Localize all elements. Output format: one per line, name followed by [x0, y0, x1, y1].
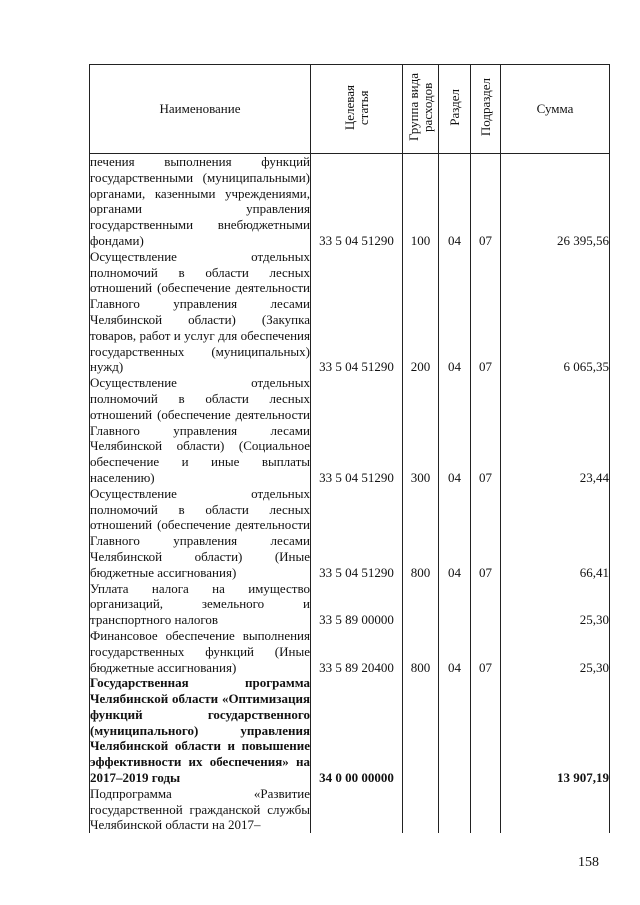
cell-name: Осуществление отдельных полномочий в области лесных отношений (обеспечение деятельности Главного управления лесами Челябинской области) (Закупка товаров, работ и услуг для обеспечения государственных (муниципальных) нужд)	[90, 248, 310, 375]
header-target-article-label: Целевая статья	[341, 84, 371, 130]
cell-sum: 25,30	[501, 628, 610, 675]
cell-subsection: 07	[471, 249, 501, 375]
cell-name: Осуществление отдельных полномочий в области лесных отношений (обеспечение деятельности Главного управления лесами Челябинской области) (Социальное обеспечение и иные выплаты населению)	[90, 375, 310, 485]
cell-subsection	[471, 675, 501, 786]
cell-target-article: 33 5 04 51290	[311, 486, 403, 581]
table-header-row	[90, 65, 610, 154]
cell-sum: 6 065,35	[501, 249, 610, 375]
cell-section	[439, 786, 471, 833]
cell-sum: 23,44	[501, 375, 610, 486]
table-row	[90, 628, 610, 675]
cell-subsection: 07	[471, 486, 501, 581]
cell-target-article: 33 5 04 51290	[311, 154, 403, 249]
cell-subsection	[471, 786, 501, 833]
cell-sum	[501, 786, 610, 833]
header-section	[439, 65, 471, 154]
cell-expense-group: 800	[403, 486, 439, 581]
cell-sum: 26 395,56	[501, 154, 610, 249]
cell-target-article: 34 0 00 00000	[311, 675, 403, 786]
cell-name: печения выполнения функций государственными (муниципальными) органами, казенными учреждениями, органами управления государственными внебюджетными фондами)	[90, 154, 310, 248]
budget-table	[89, 64, 610, 833]
page-number: 158	[578, 855, 599, 870]
cell-section: 04	[439, 628, 471, 675]
cell-name: Финансовое обеспечение выполнения государственных функций (Иные бюджетные ассигнования)	[90, 627, 310, 675]
table-row	[90, 249, 610, 375]
cell-expense-group: 100	[403, 154, 439, 249]
header-target-article	[311, 65, 403, 154]
cell-target-article: 33 5 89 00000	[311, 581, 403, 628]
header-name-label: Наименование	[159, 101, 241, 117]
header-expense-group-label: Группа вида расходов	[405, 73, 435, 142]
cell-subsection	[471, 581, 501, 628]
header-name	[90, 65, 311, 154]
table-row	[90, 375, 610, 486]
cell-section: 04	[439, 249, 471, 375]
cell-name: Государственная программа Челябинской области «Оптимизация функций государственного (муниципального) управления Челябинской области и повышение эффективности их обеспечения» на 2017–2019 годы	[90, 675, 310, 786]
cell-section: 04	[439, 486, 471, 581]
cell-expense-group	[403, 786, 439, 833]
header-subsection-label: Подраздел	[477, 78, 493, 137]
table-row	[90, 675, 610, 786]
cell-sum: 66,41	[501, 486, 610, 581]
table-row	[90, 154, 610, 249]
table-row	[90, 581, 610, 628]
cell-section: 04	[439, 375, 471, 486]
header-subsection	[471, 65, 501, 154]
cell-target-article: 33 5 04 51290	[311, 249, 403, 375]
cell-expense-group: 200	[403, 249, 439, 375]
cell-expense-group: 300	[403, 375, 439, 486]
cell-target-article: 33 5 04 51290	[311, 375, 403, 486]
cell-subsection: 07	[471, 375, 501, 486]
cell-sum: 25,30	[501, 581, 610, 628]
cell-expense-group	[403, 675, 439, 786]
cell-section	[439, 581, 471, 628]
header-sum-label: Сумма	[536, 101, 574, 117]
header-sum	[501, 65, 610, 154]
cell-target-article	[311, 786, 403, 833]
table-body	[90, 154, 610, 834]
cell-sum: 13 907,19	[501, 675, 610, 786]
table-row	[90, 486, 610, 581]
cell-name: Уплата налога на имущество организаций, земельного и транспортного налогов	[90, 580, 310, 628]
cell-expense-group	[403, 581, 439, 628]
cell-section: 04	[439, 154, 471, 249]
header-section-label: Раздел	[446, 88, 462, 126]
cell-name: Подпрограмма «Развитие государственной гражданской службы Челябинской области на 2017–	[90, 785, 310, 833]
cell-expense-group: 800	[403, 628, 439, 675]
cell-subsection: 07	[471, 628, 501, 675]
header-expense-group	[403, 65, 439, 154]
table-row	[90, 786, 610, 833]
cell-name: Осуществление отдельных полномочий в области лесных отношений (обеспечение деятельности Главного управления лесами Челябинской области) (Иные бюджетные ассигнования)	[90, 485, 310, 580]
cell-target-article: 33 5 89 20400	[311, 628, 403, 675]
cell-section	[439, 675, 471, 786]
cell-subsection: 07	[471, 154, 501, 249]
